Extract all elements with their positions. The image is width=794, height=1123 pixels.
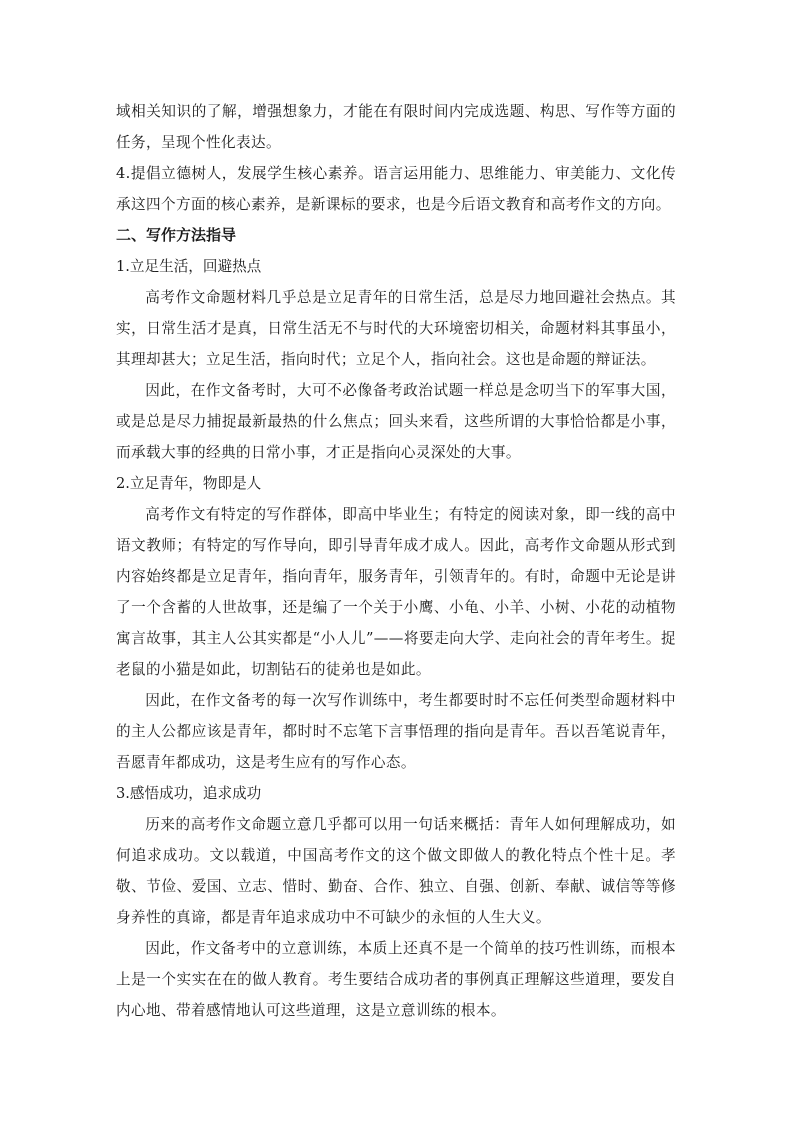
paragraph-item-4: 4.提倡立德树人，发展学生核心素养。语言运用能力、思维能力、审美能力、文化传承这四个方面的核心素养，是新课标的要求，也是今后语文教育和高考作文的方向。 bbox=[116, 165, 676, 213]
paragraph-s3-1: 历来的高考作文命题立意几乎都可以用一句话来概括：青年人如何理解成功，如何追求成功。文以载道，中国高考作文的这个做文即做人的教化特点个性十足。孝敬、节俭、爱国、立志、惜时、勤奋、合作、独立、自强、创新、奉献、诚信等等修身养性的真谛，都是青年追求成功中不可缺少的永恒的人生大义。 bbox=[116, 816, 676, 926]
paragraph-s1-1: 高考作文命题材料几乎总是立足青年的日常生活，总是尽力地回避社会热点。其实，日常生活才是真，日常生活无不与时代的大环境密切相关，命题材料其事虽小，其理却甚大；立足生活，指向时代；立足个人，指向社会。这也是命题的辩证法。 bbox=[116, 289, 676, 368]
subsection-title-2: 2.立足青年，物即是人 bbox=[116, 475, 262, 492]
paragraph-s2-2: 因此，在作文备考的每一次写作训练中，考生都要时时不忘任何类型命题材料中的主人公都应该是青年，都时时不忘笔下言事悟理的指向是青年。吾以吾笔说青年，吾愿青年都成功，这是考生应有的写作心态。 bbox=[116, 692, 676, 771]
paragraph-s2-1: 高考作文有特定的写作群体，即高中毕业生；有特定的阅读对象，即一线的高中语文教师；有特定的写作导向，即引导青年成才成人。因此，高考作文命题从形式到内容始终都是立足青年，指向青年，服务青年，引领青年的。有时，命题中无论是讲了一个含蓄的人世故事，还是编了一个关于小鹰、小龟、小羊、小树、小花的动植物寓言故事，其主人公其实都是“小人儿”——将要走向大学、走向社会的青年考生。捉老鼠的小猫是如此，切割钻石的徒弟也是如此。 bbox=[116, 506, 676, 678]
subsection-title-3: 3.感悟成功，追求成功 bbox=[116, 785, 262, 802]
document-page bbox=[116, 96, 676, 1026]
paragraph-s1-2: 因此，在作文备考时，大可不必像备考政治试题一样总是念叨当下的军事大国，或是总是尽力捕捉最新最热的什么焦点；回头来看，这些所谓的大事恰恰都是小事，而承载大事的经典的日常小事，才正是指向心灵深处的大事。 bbox=[116, 382, 676, 461]
subsection-title-1: 1.立足生活，回避热点 bbox=[116, 258, 262, 275]
section-heading-writing-methods: 二、写作方法指导 bbox=[116, 226, 237, 244]
paragraph-continued: 域相关知识的了解，增强想象力，才能在有限时间内完成选题、构思、写作等方面的任务，呈现个性化表达。 bbox=[116, 103, 676, 151]
paragraph-s3-2: 因此，作文备考中的立意训练，本质上还真不是一个简单的技巧性训练，而根本上是一个实实在在的做人教育。考生要结合成功者的事例真正理解这些道理，要发自内心地、带着感情地认可这些道理，这是立意训练的根本。 bbox=[116, 940, 676, 1019]
